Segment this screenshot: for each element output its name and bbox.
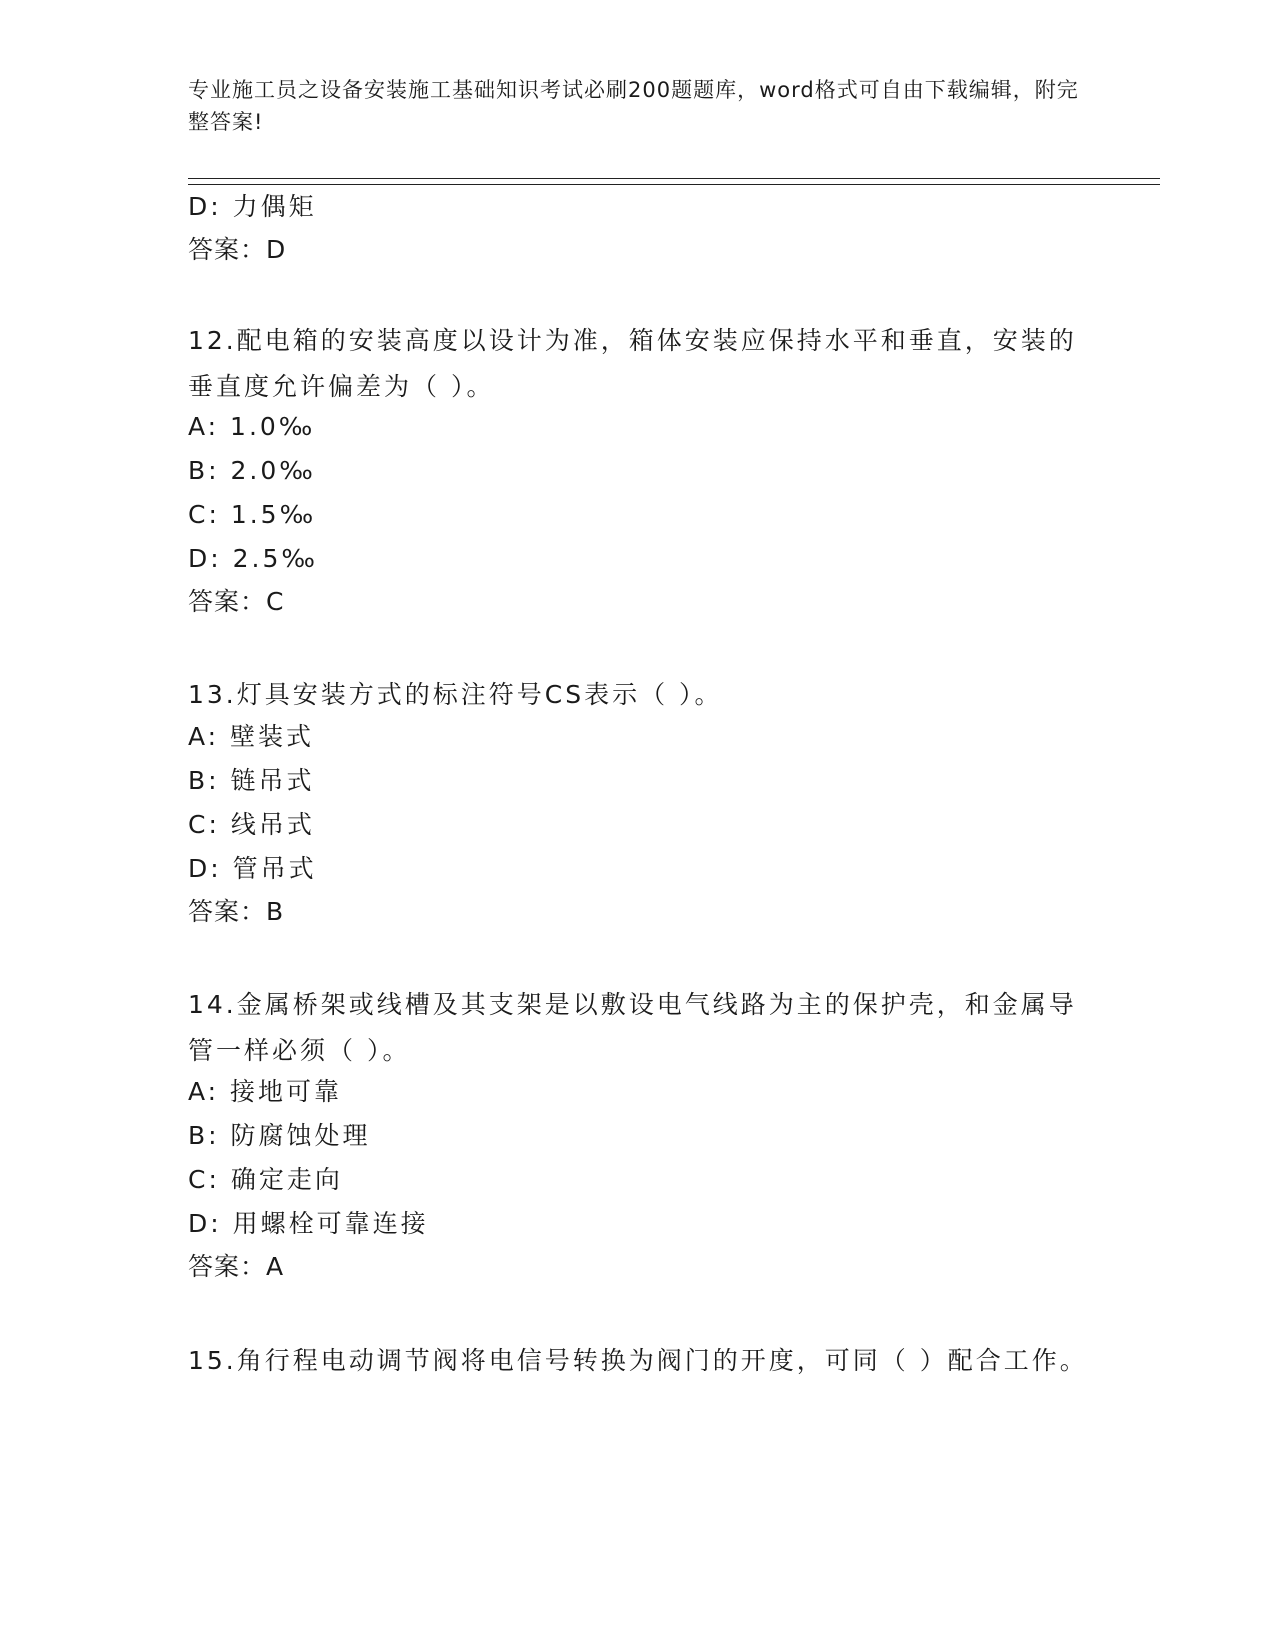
answer: 答案：D [188,235,287,264]
option-d: D: 力偶矩 [188,192,317,221]
option-d: D: 2.5‰ [188,544,318,573]
option-a: A: 壁装式 [188,722,315,751]
header-divider-bottom [188,184,1160,185]
option-d: D: 用螺栓可靠连接 [188,1209,429,1238]
answer: 答案：A [188,1252,285,1281]
document-header: 专业施工员之设备安装施工基础知识考试必刷200题题库，word格式可自由下载编辑，附完整答案! [188,78,1079,134]
question-stem: 12.配电箱的安装高度以设计为准，箱体安装应保持水平和垂直，安装的垂直度允许偏差为（ ）。 [188,326,1077,401]
option-b: B: 防腐蚀处理 [188,1121,371,1150]
option-a: A: 接地可靠 [188,1077,343,1106]
option-c: C: 确定走向 [188,1165,343,1194]
option-c: C: 1.5‰ [188,500,317,529]
header-divider-top [188,178,1160,179]
question-stem: 14.金属桥架或线槽及其支架是以敷设电气线路为主的保护壳，和金属导管一样必须（ ）。 [188,990,1077,1065]
option-b: B: 2.0‰ [188,456,316,485]
option-d: D: 管吊式 [188,854,317,883]
answer: 答案：C [188,587,285,616]
option-a: A: 1.0‰ [188,412,316,441]
option-c: C: 线吊式 [188,810,315,839]
question-stem: 13.灯具安装方式的标注符号CS表示（ ）。 [188,680,723,709]
question-stem: 15.角行程电动调节阀将电信号转换为阀门的开度，可同（ ）配合工作。 [188,1346,1088,1375]
answer: 答案：B [188,897,285,926]
option-b: B: 链吊式 [188,766,315,795]
